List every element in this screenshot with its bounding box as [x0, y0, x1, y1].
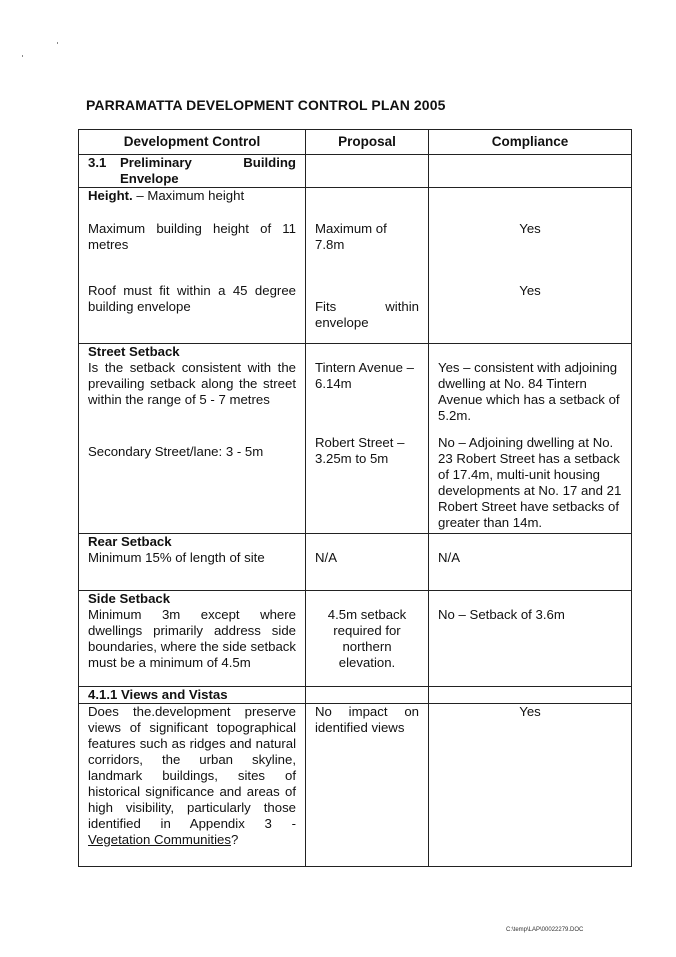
cell-rear-control — [79, 534, 306, 591]
views-heading: 4.1.1 Views and Vistas — [79, 687, 306, 704]
row-side-setback — [79, 591, 632, 687]
cell-rear-compliance — [429, 534, 632, 591]
section-row-building-envelope — [79, 155, 632, 188]
cell-side-control — [79, 591, 306, 687]
street-control-1: Is the setback consistent with the prevailing setback along the street within the range of 5 - 7 metres — [88, 360, 296, 407]
row-height — [79, 188, 632, 344]
header-compliance: Compliance — [429, 130, 632, 155]
cell-height-control — [79, 188, 306, 344]
row-street-setback — [79, 344, 632, 534]
scan-speck — [22, 55, 23, 57]
street-heading: Street Setback — [88, 344, 180, 359]
cell-street-control — [79, 344, 306, 534]
appendix-reference: Vegetation Communities — [88, 832, 231, 847]
height-compliance-1: Yes — [519, 221, 541, 236]
height-heading: Height. – Maximum height — [88, 188, 245, 203]
cell-rear-proposal — [306, 534, 429, 591]
height-control-2: Roof must fit within a 45 degree building envelope — [88, 283, 296, 314]
section-number: 3.1 — [88, 155, 107, 170]
row-views-and-vistas — [79, 704, 632, 867]
street-control-2: Secondary Street/lane: 3 - 5m — [88, 444, 264, 459]
side-compliance: No – Setback of 3.6m — [438, 607, 565, 622]
side-heading: Side Setback — [88, 591, 171, 606]
document-path-footer: C:\temp\LAP\00022279.DOC — [506, 927, 584, 933]
street-proposal-1: Tintern Avenue – 6.14m — [315, 360, 414, 391]
height-proposal-1: Maximum of 7.8m — [315, 221, 387, 252]
section-heading-envelope — [79, 155, 306, 188]
side-control: Minimum 3m except where dwellings primarily address side boundaries, where the side setback must be a minimum of 4.5m — [88, 607, 296, 670]
dcp-compliance-table — [78, 129, 632, 867]
cell-side-proposal — [306, 591, 429, 687]
cell-views-control — [79, 704, 306, 867]
table-header-row — [79, 130, 632, 155]
rear-control: Minimum 15% of length of site — [88, 550, 265, 565]
height-compliance-2: Yes — [519, 283, 541, 298]
scan-speck — [57, 42, 58, 44]
rear-compliance: N/A — [438, 550, 460, 565]
cell-street-proposal — [306, 344, 429, 534]
side-proposal: 4.5m setback required for northern elevation. — [327, 607, 407, 670]
empty-cell — [306, 687, 429, 704]
views-compliance: Yes — [519, 704, 541, 719]
height-control-1: Maximum building height of 11 metres — [88, 221, 296, 252]
section-row-views — [79, 687, 632, 704]
header-proposal: Proposal — [306, 130, 429, 155]
cell-views-proposal — [306, 704, 429, 867]
empty-cell — [429, 687, 632, 704]
empty-cell — [306, 155, 429, 188]
rear-proposal: N/A — [315, 550, 337, 565]
section-title: Preliminary Building Envelope — [120, 155, 296, 186]
row-rear-setback — [79, 534, 632, 591]
street-compliance-1: Yes – consistent with adjoining dwelling at No. 84 Tintern Avenue which has a setback of 5.2m. — [438, 360, 620, 423]
height-proposal-2: Fits within envelope — [315, 299, 419, 330]
street-compliance-2: No – Adjoining dwelling at No. 23 Robert Street has a setback of 17.4m, multi-unit housing developments at No. 17 and 21 Robert Street have setbacks of greater than 14m. — [438, 435, 622, 530]
cell-height-compliance — [429, 188, 632, 344]
views-proposal: No impact on identified views — [315, 704, 419, 735]
cell-street-compliance — [429, 344, 632, 534]
street-proposal-2: Robert Street – 3.25m to 5m — [315, 435, 405, 466]
views-control: Does the.development preserve views of significant topographical features such as ridges and natural corridors, the urban skyline, landmark buildings, sites of historical significance and areas of high visibility, particularly those identified in Appendix 3 - Vegetation Communities? — [88, 704, 296, 847]
header-development-control: Development Control — [79, 130, 306, 155]
empty-cell — [429, 155, 632, 188]
page-title: PARRAMATTA DEVELOPMENT CONTROL PLAN 2005 — [86, 97, 446, 113]
cell-height-proposal — [306, 188, 429, 344]
rear-heading: Rear Setback — [88, 534, 172, 549]
cell-views-compliance — [429, 704, 632, 867]
cell-side-compliance — [429, 591, 632, 687]
